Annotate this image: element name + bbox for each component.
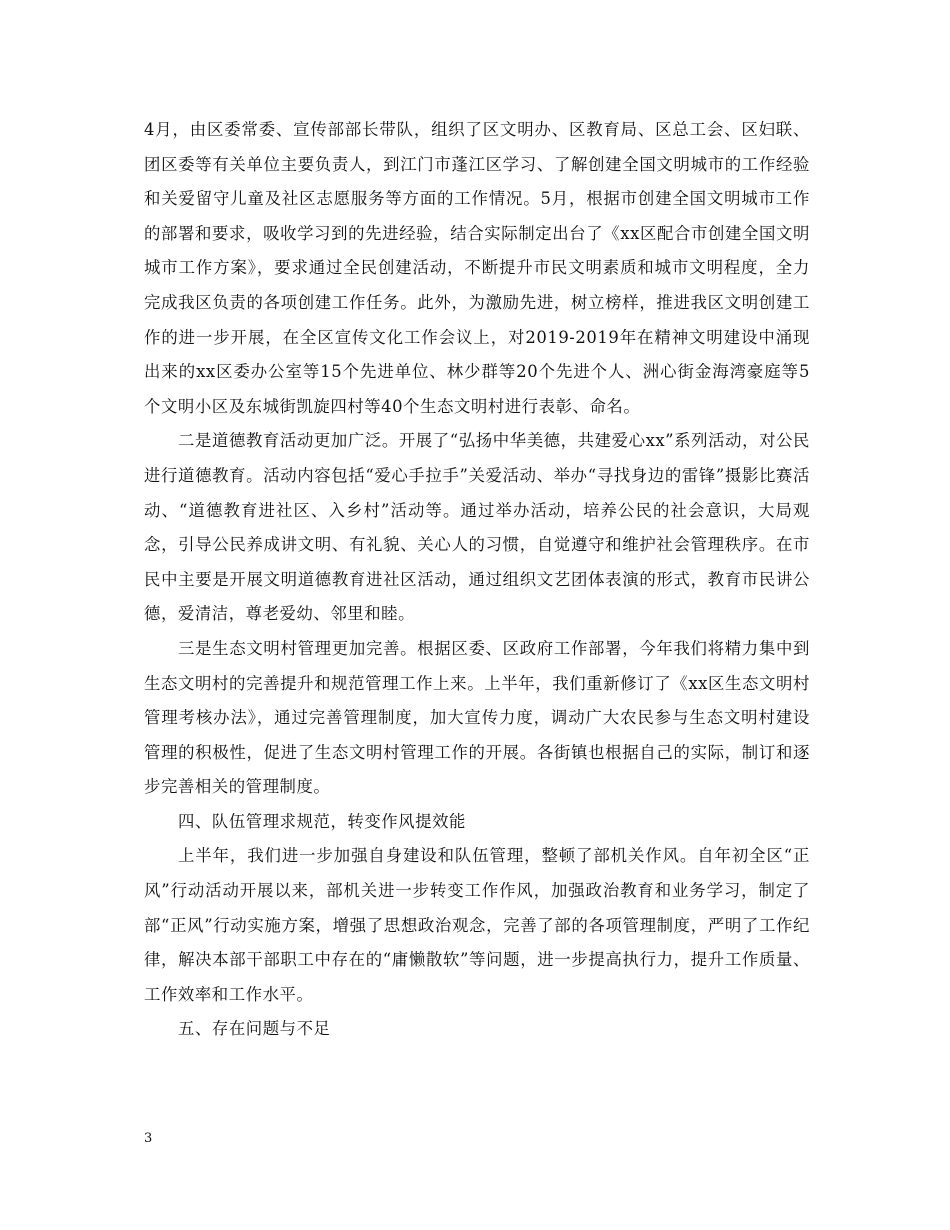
paragraph-eco-village: 三是生态文明村管理更加完善。根据区委、区政府工作部署，今年我们将精力集中到生态文明村的完善提升和规范管理工作上来。上半年，我们重新修订了《xx区生态文明村管理考核办法》，通过完善管理制度，加大宣传力度，调动广大农民参与生态文明村建设管理的积极性，促进了生态文明村管理工作的开展。各街镇也根据自己的实际，制订和逐步完善相关的管理制度。: [144, 638, 810, 797]
page-number: 3: [144, 1131, 153, 1146]
document-body: [144, 113, 810, 1047]
section-heading-team-management: 四、队伍管理求规范，转变作风提效能: [178, 811, 466, 831]
paragraph-team-management: 上半年，我们进一步加强自身建设和队伍管理，整顿了部机关作风。自年初全区“正风”行动活动开展以来，部机关进一步转变工作作风，加强政治教育和业务学习，制定了部“正风”行动实施方案，增强了思想政治观念，完善了部的各项管理制度，严明了工作纪律，解决本部干部职工中存在的“庸懒散软”等问题，进一步提高执行力，提升工作质量、工作效率和工作水平。: [144, 846, 810, 1004]
section-heading-problems: 五、存在问题与不足: [178, 1019, 331, 1039]
paragraph-continuation: 4月，由区委常委、宣传部部长带队，组织了区文明办、区教育局、区总工会、区妇联、团区委等有关单位主要负责人，到江门市蓬江区学习、了解创建全国文明城市的工作经验和关爱留守儿童及社区志愿服务等方面的工作情况。5月，根据市创建全国文明城市工作的部署和要求，吸收学习到的先进经验，结合实际制定出台了《xx区配合市创建全国文明城市工作方案》，要求通过全民创建活动，不断提升市民文明素质和城市文明程度，全力完成我区负责的各项创建工作任务。此外，为激励先进，树立榜样，推进我区文明创建工作的进一步开展，在全区宣传文化工作会议上，对2019-2019年在精神文明建设中涌现出来的xx区委办公室等15个先进单位、林少群等20个先进个人、洲心街金海湾豪庭等5个文明小区及东城街凯旋四村等40个生态文明村进行表彰、命名。: [144, 120, 810, 416]
paragraph-moral-education: 二是道德教育活动更加广泛。开展了“弘扬中华美德，共建爱心xx”系列活动，对公民进行道德教育。活动内容包括“爱心手拉手”关爱活动、举办“寻找身边的雷锋”摄影比赛活动、“道德教育进社区、入乡村”活动等。通过举办活动，培养公民的社会意识，大局观念，引导公民养成讲文明、有礼貌、关心人的习惯，自觉遵守和维护社会管理秩序。在市民中主要是开展文明道德教育进社区活动，通过组织文艺团体表演的形式，教育市民讲公德，爱清洁，尊老爱幼、邻里和睦。: [144, 431, 810, 624]
